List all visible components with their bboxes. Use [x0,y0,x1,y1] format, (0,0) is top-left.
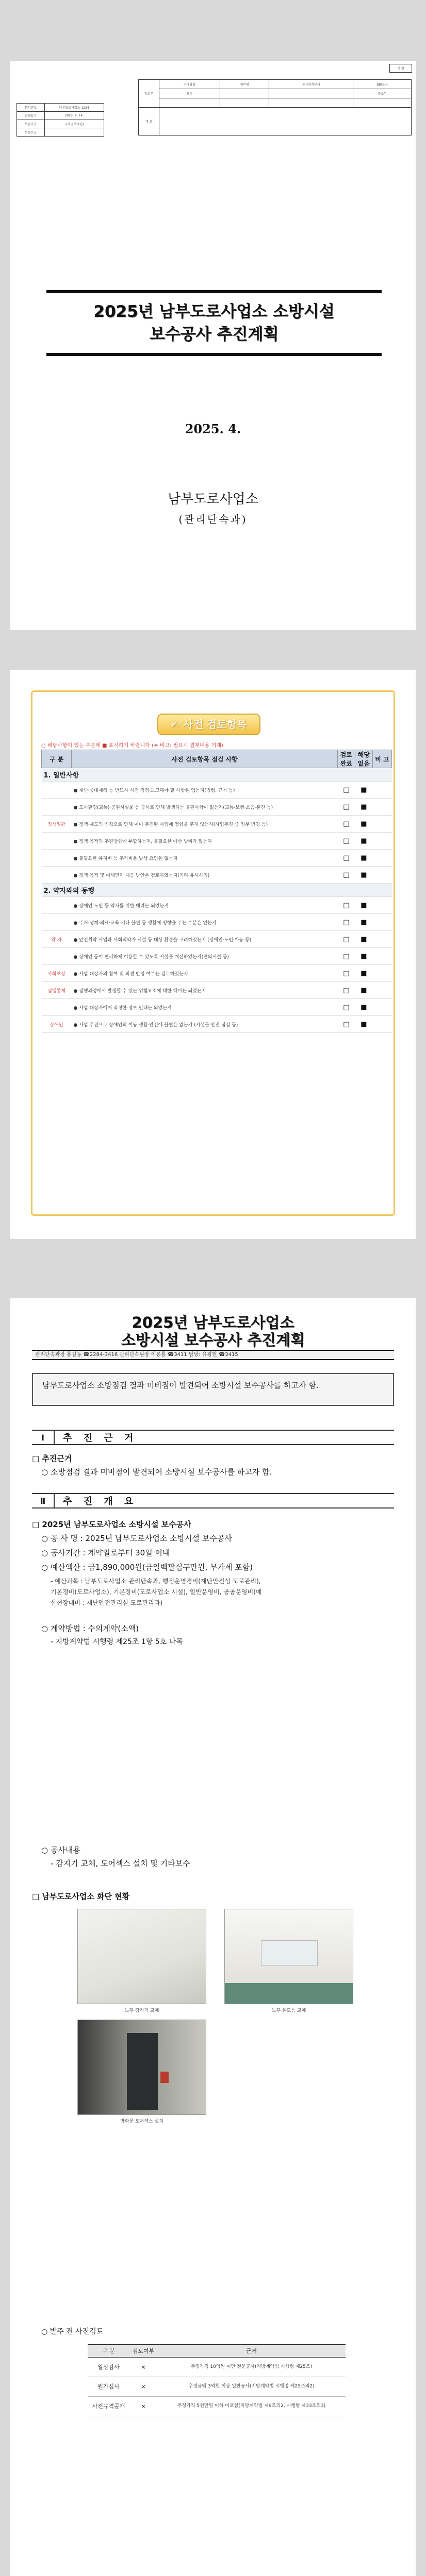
row-category [42,799,72,816]
doc-title-line1: 2025년 남부도로사업소 [132,1314,294,1331]
reviewed-checkbox[interactable]: □ [337,816,355,833]
checklist-row [42,965,392,982]
cell: × [129,2357,157,2377]
col-reviewed: 검토여부 [129,2345,157,2357]
row-item: ● 불필요한 유지비 등 추가비용 발생 요인은 없는지 [72,850,338,867]
photo-detector [77,1909,206,2004]
row-item: ● 사업 추진으로 장애인의 이동·생활·안전에 불편은 없는지 (시설물 안전 점검 등) [72,1016,338,1033]
row-memo [372,965,391,982]
row-item: ● 도시환경(교통)·공원시설물 등 공사로 인해 발생하는 불편사항이 없는지(교통·보행·소음·분진 등) [72,799,338,816]
row-memo [372,897,391,914]
col-type: 구 분 [88,2345,129,2357]
not-applicable-checkbox[interactable]: ■ [355,948,372,965]
row-item: ● 정책 목적과 추진방향에 부합하는지, 불필요한 예산 낭비가 없는지 [72,833,338,850]
cell: 사전규격공개 [88,2396,129,2416]
checklist-table [41,750,392,1033]
row-memo [372,850,391,867]
not-applicable-checkbox[interactable]: ■ [355,897,372,914]
photo-heading: □ 남부도로사업소 화단 현황 [32,1892,130,1901]
row-category [42,833,72,850]
row-item: ● 집행과정에서 발생할 수 있는 위험요소에 대한 대비는 되었는지 [72,982,338,999]
content-item: - 감지기 교체, 도어섹스 설치 및 기타보수 [51,1859,190,1868]
checklist-row [42,897,392,914]
row-category [42,850,72,867]
row-category [42,867,72,884]
table-row [88,2357,346,2377]
photo-caption: 노후 감지기 교체 [124,2008,159,2013]
not-applicable-checkbox[interactable]: ■ [355,816,372,833]
photo-caption: 노후 유도등 교체 [271,2008,306,2013]
not-applicable-checkbox[interactable]: ■ [355,782,372,799]
cover-title [46,290,382,356]
col-category: 구 분 [42,750,72,768]
row-item: ● 장애인·노인 등 약자를 위한 배려는 되었는지 [72,897,338,914]
checklist-row [42,782,392,799]
reviewed-checkbox[interactable]: □ [337,867,355,884]
section-title: 추 진 개 요 [63,1496,138,1507]
section-number: Ⅱ [32,1494,55,1507]
not-applicable-checkbox[interactable]: ■ [355,833,372,850]
col-basis: 근거 [157,2345,346,2357]
reviewed-checkbox[interactable]: □ [337,897,355,914]
approval-cell: 본사관계부서 [269,80,353,89]
ref-box-label: 비 번 [390,64,412,73]
row-item: ● 사업 대상자에게 적정한 정보 안내는 되었는지 [72,999,338,1016]
doc-info-key: 보존등급 [17,128,45,137]
overview-label: ○ 공 사 명 [41,1534,78,1543]
contract-law: - 지방계약법 시행령 제25조 1항 5호 나목 [51,1638,183,1646]
pre-review-table [88,2344,346,2416]
checklist-header [157,714,260,735]
row-memo [372,1016,391,1033]
photo-exit-light [224,1909,353,2004]
checklist-row [42,999,392,1016]
cell: 추정가격 5천만원 이하 미포함(지방계약법 제9조의2, 시행령 제33조의3) [157,2396,346,2416]
checklist-row [42,982,392,999]
checklist-row [42,816,392,833]
checklist-page [10,670,416,1239]
approval-cell: 재무팀 [220,80,269,89]
reviewed-checkbox[interactable]: □ [337,799,355,816]
row-category [42,897,72,914]
reviewed-checkbox[interactable]: □ [337,982,355,999]
row-item: ● 주거·생계·의료·교육·기타 불편 등 생활에 영향을 주는 부분은 없는지 [72,914,338,931]
row-memo [372,948,391,965]
doc-info-key: 결재일자 [17,112,45,120]
checklist-row [42,1016,392,1033]
cell: × [129,2377,157,2396]
row-category [42,914,72,931]
budget-detail: - 예산과목 : 남부도로사업소 관리단속과, 행정운영경비(재난안전성 도로관리), 기본경비(도로사업소), 기본경비(도로사업소 시설), 일반운영비, 공공운영비(예산현장대비 : 재난안전관리실 도로관리과) [51,1578,262,1606]
checklist-row [42,799,392,816]
cover-dept: (관리단속과) [178,513,248,526]
basis-heading: □ 추진근거 [32,1454,72,1463]
row-category: 사회보장 [42,965,72,982]
row-item: ● 정책·제도의 변경으로 인해 이미 추진된 사업에 영향을 주지 않는지(사업추진 중 업무 변경 등) [72,816,338,833]
row-item: ● 재난·중대재해 등 반드시 사전 점검·보고해야 할 사항은 없는지(법령, 규칙 등) [72,782,338,799]
overview-value: : 계약일로부터 30일 이내 [83,1548,170,1557]
cover-title-line2: 보수공사 추진계획 [149,325,279,344]
doc-info-key: 문서번호 [17,104,45,112]
not-applicable-checkbox[interactable]: ■ [355,965,372,982]
doc-info-value: 2025. 4. 14. [44,112,104,120]
row-item: ● 안전취약 사업과 사회적약자 시설 등 대상 환경을 고려하였는지 (장애인·노인·아동 등) [72,931,338,948]
section-basis [32,1430,394,1445]
reviewed-checkbox[interactable]: □ [337,965,355,982]
doc-info-key: 보존기간 [17,120,45,128]
row-category [42,999,72,1016]
plan-page [10,1298,416,2576]
reviewed-checkbox[interactable]: □ [337,782,355,799]
reviewed-checkbox[interactable]: □ [337,931,355,948]
checklist-section [42,768,392,782]
row-memo [372,833,391,850]
not-applicable-checkbox[interactable]: ■ [355,982,372,999]
approval-table [138,79,412,135]
not-applicable-checkbox[interactable]: ■ [355,1016,372,1033]
reviewed-checkbox[interactable]: □ [337,948,355,965]
ref-box [389,64,412,73]
doc-info-table [17,103,104,137]
not-applicable-checkbox[interactable]: ■ [355,850,372,867]
photo-caption: 방화문 도어섹스 설치 [120,2119,163,2124]
row-memo [372,867,391,884]
reviewed-checkbox[interactable]: □ [337,850,355,867]
row-memo [372,914,391,931]
approval-cell: 중소무 [353,89,412,98]
not-applicable-checkbox[interactable]: ■ [355,999,372,1016]
approval-cell: BB/도시 [353,80,412,89]
doc-title-line2: 소방시설 보수공사 추진계획 [121,1331,305,1349]
section-overview [32,1493,394,1509]
exit-light-shape [261,1940,318,1966]
not-applicable-checkbox[interactable]: ■ [355,931,372,948]
overview-value: : 2025년 남부도로사업소 소방시설 보수공사 [80,1534,232,1543]
col-item: 사전 검토항목 점검 사항 [72,750,338,768]
cover-page [10,61,416,630]
row-item: ● 사업 대상자의 참여 및 의견 반영 여부는 검토하였는지 [72,965,338,982]
doc-title [10,1314,416,1349]
row-item: ● 정책 목적 및 미세먼지 대응 방안은 검토하였는지(기타 유사사업) [72,867,338,884]
doc-contact-line: 관리단속과장 홍길동 ☎2284-3416 관리단속팀장 이몽룡 ☎3411 담당: 유광현 ☎3415 [32,1350,394,1360]
row-category [42,782,72,799]
cover-date: 2025. 4. [185,421,241,436]
cell: 추정금액 3억원 이상 일반공사(지방계약법 시행령 제25조의2) [157,2377,346,2396]
cell: 원가심사 [88,2377,129,2396]
approval-cell: 보직 [159,89,220,98]
not-applicable-checkbox[interactable]: ■ [355,914,372,931]
doc-info-value: 남부도로사업소-1234 [44,104,104,112]
not-applicable-checkbox[interactable]: ■ [355,867,372,884]
section-title: 추 진 근 거 [63,1433,138,1444]
row-category: 정책일관 [42,816,72,833]
overview-value: : 수의계약(소액) [83,1624,139,1633]
checklist-header-icon: ✍ [171,718,180,731]
table-row [88,2396,346,2416]
row-memo [372,799,391,816]
col-not-applicable: 해당 없음 [355,750,372,768]
reviewed-checkbox[interactable]: □ [337,914,355,931]
checklist-section [42,884,392,897]
reviewed-checkbox[interactable]: □ [337,999,355,1016]
row-category: 집행통제 [42,982,72,999]
section-label: 2. 약자와의 동행 [42,884,392,897]
row-memo [372,782,391,799]
approval-cell: 구매담당 [159,80,220,89]
overview-heading: □ 2025년 남부도로사업소 소방시설 보수공사 [32,1520,191,1529]
row-memo [372,816,391,833]
section-label: 1. 일반사항 [42,768,392,782]
row-category: 약 자 [42,931,72,948]
approval-label: 개 요 [139,108,159,135]
checklist-row [42,850,392,867]
row-category: 장애인 [42,1016,72,1033]
row-memo [372,931,391,948]
row-item: ● 장애인 등이 편리하게 이용할 수 있도록 시설을 개선하였는지(편의시설 등) [72,948,338,965]
doc-info-value: 국외공개(1년) [44,120,104,128]
cell: 일상감사 [88,2357,129,2377]
history-heading: ○ 발주 전 사전검토 [41,2328,104,2336]
doc-info-value [44,128,104,137]
row-category [42,948,72,965]
row-memo [372,999,391,1016]
row-memo [372,982,391,999]
overview-label: ○ 계약방법 [41,1624,80,1633]
door-shape [127,2033,158,2110]
col-memo: 비 고 [372,750,391,768]
section-number: Ⅰ [32,1431,55,1444]
reviewed-checkbox[interactable]: □ [337,833,355,850]
cover-org: 남부도로사업소 [168,492,258,507]
reviewed-checkbox[interactable]: □ [337,1016,355,1033]
cover-title-line1: 2025년 남부도로사업소 소방시설 [93,302,335,321]
checklist-row [42,867,392,884]
checklist-note: ○ 해당사항이 있는 부분에 ■ 표시하기 바랍니다 (※ 비고: 필요시 결재내용 기재) [41,743,223,749]
cell: × [129,2396,157,2416]
summary-box: 남부도로사업소 소방점검 결과 미비점이 발견되어 소방시설 보수공사를 하고자 함. [32,1373,394,1406]
approval-label: 검토부 [139,80,159,108]
not-applicable-checkbox[interactable]: ■ [355,799,372,816]
overview-label: ○ 공사기간 [41,1548,80,1557]
basis-item: ○ 소방점검 결과 미비점이 발견되어 소방시설 보수공사를 하고자 함. [41,1467,272,1477]
table-row [88,2377,346,2396]
sign-shape [160,2072,169,2083]
checklist-row [42,931,392,948]
col-reviewed: 검토 완료 [337,750,355,768]
floor-shape [225,1983,353,2004]
checklist-header-text: 사전 검토항목 [183,718,247,731]
cell: 추정가격 10억원 이만 전문공사(지방계약법 시행령 제25조) [157,2357,346,2377]
content-heading: ○ 공사내용 [41,1845,80,1855]
photo-door [77,2020,206,2115]
checklist-row [42,914,392,931]
checklist-row [42,833,392,850]
overview-value: : 금1,890,000원(금일백팔십구만원, 부가세 포함) [83,1563,253,1572]
overview-label: ○ 예산액산 [41,1563,80,1572]
checklist-row [42,948,392,965]
